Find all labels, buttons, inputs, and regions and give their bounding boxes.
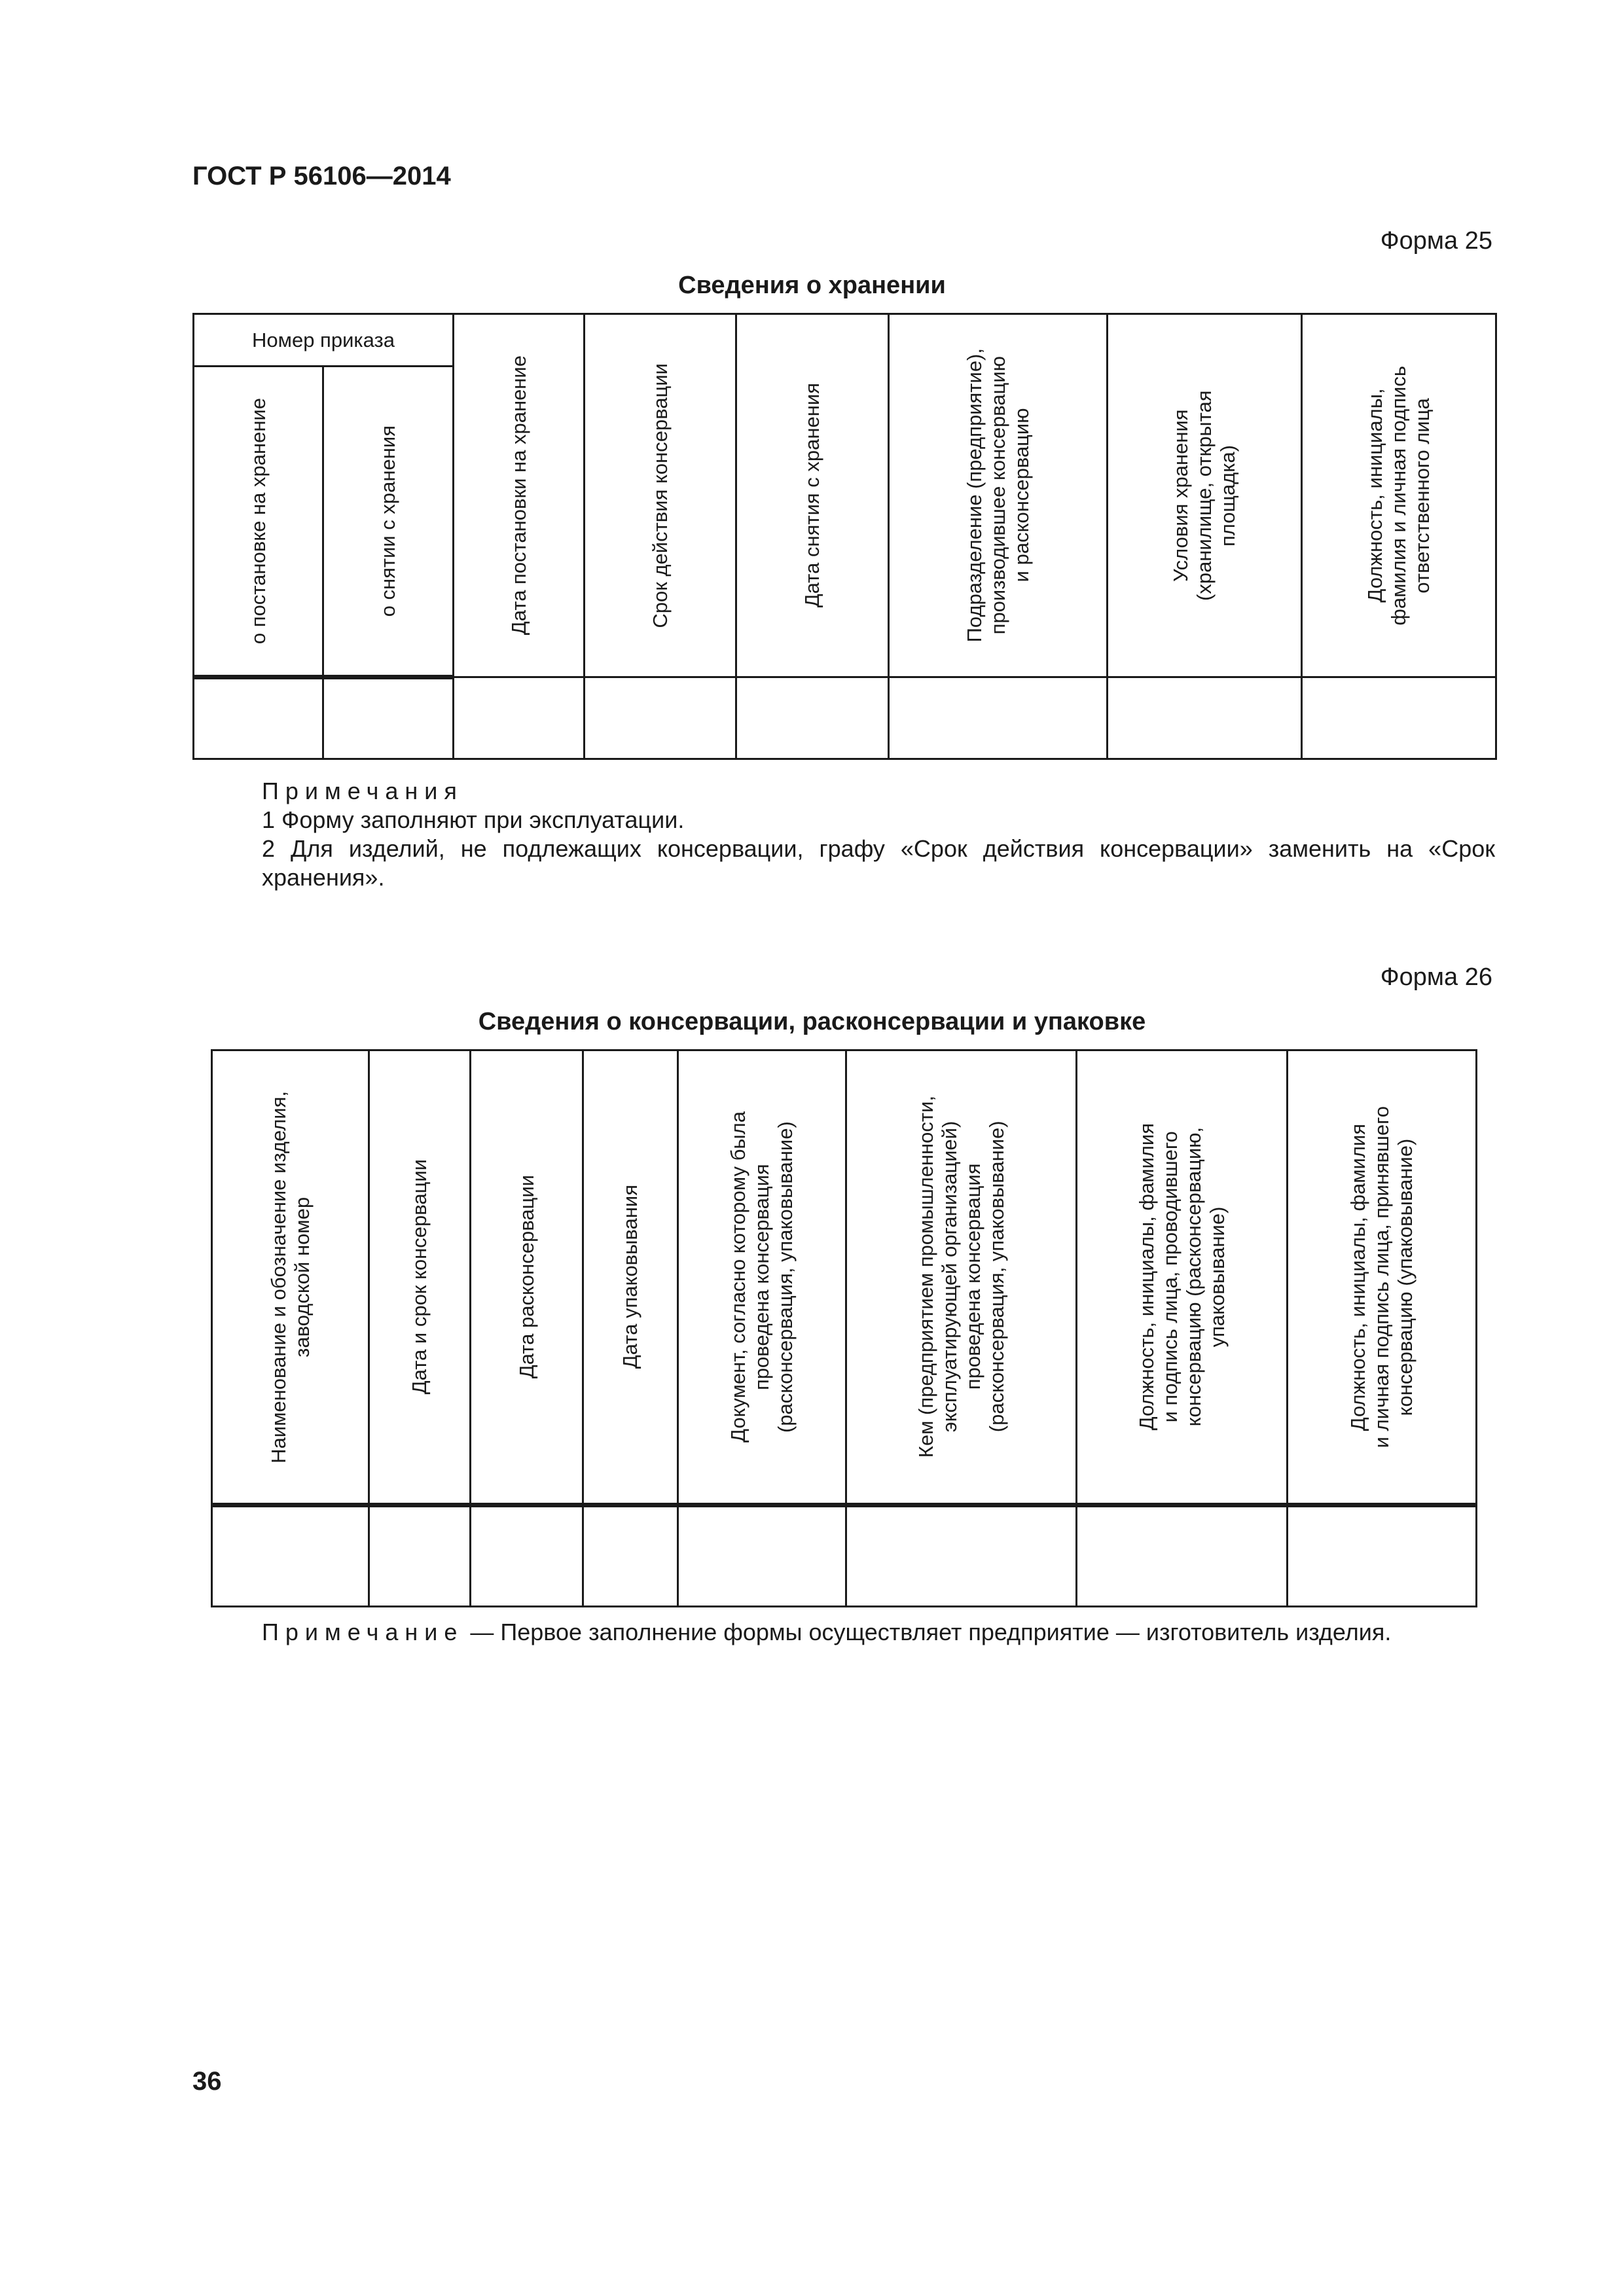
form26-cell[interactable] <box>1077 1505 1288 1607</box>
form25-col-removal-date: Дата снятия с хранения <box>736 314 889 677</box>
form26-cell[interactable] <box>678 1505 846 1607</box>
form26-note-title: Примечание <box>262 1619 464 1645</box>
form25-col-order-removal: о снятии с хранения <box>323 367 454 677</box>
form25-note-1: 1 Форму заполняют при эксплуатации. <box>262 806 685 833</box>
form25-col-responsible-person: Должность, инициалы, фамилия и личная подпись ответственного лица <box>1302 314 1496 677</box>
form25-col-preservation-term: Срок действия консервации <box>585 314 736 677</box>
form26-col-executor: Должность, инициалы, фамилия и подпись лица, проводившего консервацию (расконсервацию, упаковывание) <box>1077 1050 1288 1505</box>
form26-title: Сведения о консервации, расконсервации и упаковке <box>478 1008 1146 1035</box>
form25-cell[interactable] <box>1108 677 1302 759</box>
form25-col-storage-conditions: Условия хранения (хранилище, открытая площадка) <box>1108 314 1302 677</box>
form25-cell[interactable] <box>454 677 585 759</box>
form26-label: Форма 26 <box>1380 963 1492 991</box>
form26-col-document: Документ, согласно которому была проведена консервация (расконсервация, упаковывание) <box>678 1050 846 1505</box>
form26-col-acceptor: Должность, инициалы, фамилия и личная подпись лица, принявшего консервацию (упаковывание) <box>1288 1050 1477 1505</box>
form26-col-performed-by: Кем (предприятием промышленности, эксплуатирующей организацией) проведена консервация (расконсервация, упаковывание) <box>846 1050 1077 1505</box>
form26-cell[interactable] <box>369 1505 471 1607</box>
form26-cell[interactable] <box>846 1505 1077 1607</box>
form26-cell[interactable] <box>212 1505 369 1607</box>
form25-col-department: Подразделение (предприятие), производившее консервацию и расконсервацию <box>889 314 1108 677</box>
form26-cell[interactable] <box>471 1505 583 1607</box>
form26-col-packing-date: Дата упаковывания <box>583 1050 678 1505</box>
form25-notes <box>192 777 1495 892</box>
form26-empty-row <box>212 1505 1477 1607</box>
form25-title: Сведения о хранении <box>678 272 946 299</box>
form25-empty-row <box>194 677 1496 759</box>
form26-cell[interactable] <box>1288 1505 1477 1607</box>
form25-col-storage-date: Дата постановки на хранение <box>454 314 585 677</box>
document-header: ГОСТ Р 56106—2014 <box>192 162 451 190</box>
form26-cell[interactable] <box>583 1505 678 1607</box>
form25-table <box>192 313 1497 760</box>
form26-note <box>192 1618 1495 1647</box>
form25-cell[interactable] <box>194 677 323 759</box>
form25-notes-title: Примечания <box>262 778 463 804</box>
form25-cell[interactable] <box>1302 677 1496 759</box>
form25-cell[interactable] <box>736 677 889 759</box>
form25-col-order-storage: о постановке на хранение <box>194 367 323 677</box>
form25-cell[interactable] <box>585 677 736 759</box>
form25-note-2: 2 Для изделий, не подлежащих консервации, графу «Срок действия консервации» заменить на «Срок хранения». <box>262 835 1495 891</box>
form25-order-number-header: Номер приказа <box>194 314 454 367</box>
form26-table <box>211 1049 1477 1607</box>
form25-cell[interactable] <box>889 677 1108 759</box>
page-number: 36 <box>192 2067 222 2096</box>
form26-note-text: — Первое заполнение формы осуществляет предприятие — изготовитель изделия. <box>463 1619 1392 1645</box>
form25-label: Форма 25 <box>1380 227 1492 255</box>
form26-col-preservation-date: Дата и срок консервации <box>369 1050 471 1505</box>
form26-col-depreservation-date: Дата расконсервации <box>471 1050 583 1505</box>
form26-col-product-name: Наименование и обозначение изделия, заводской номер <box>212 1050 369 1505</box>
form25-cell[interactable] <box>323 677 454 759</box>
